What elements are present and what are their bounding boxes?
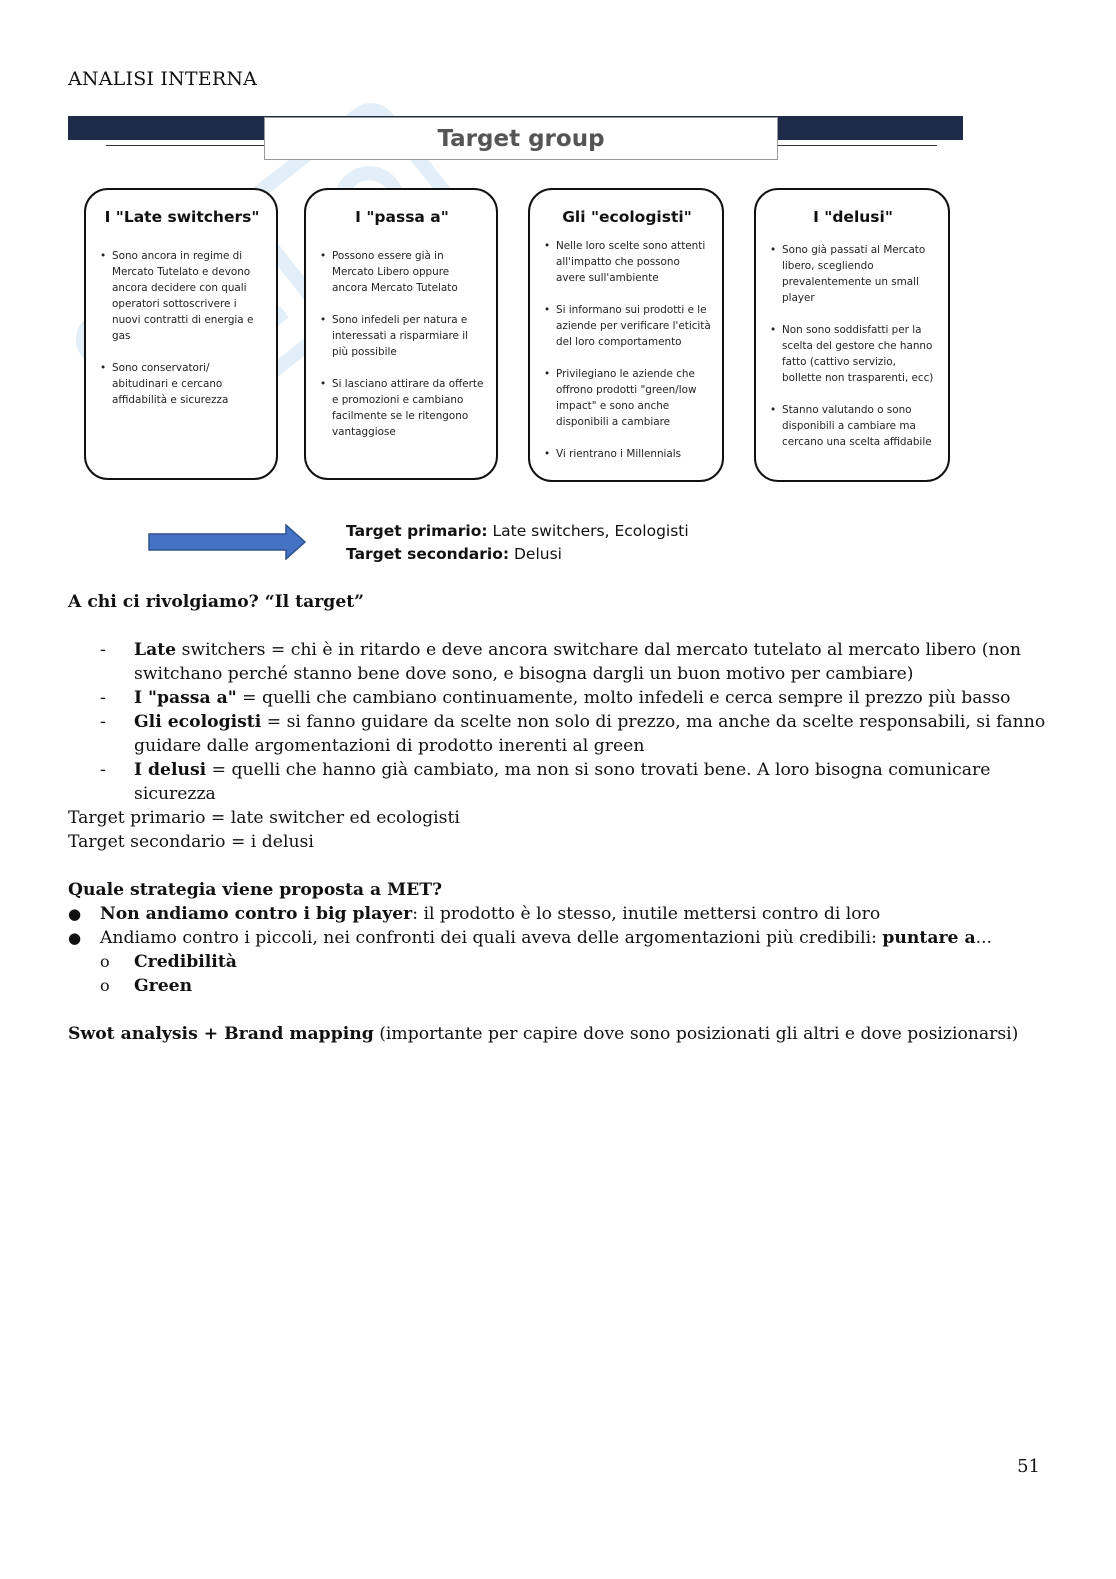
target-secondary-label: Target secondario: bbox=[346, 545, 510, 563]
list-item: - Gli ecologisti = si fanno guidare da scelte non solo di prezzo, ma anche da scelte responsabili, si fanno guidare dalle argomentazioni di prodotto inerenti al green bbox=[100, 712, 1046, 756]
card-bullet: • Sono ancora in regime di Mercato Tutelato e devono ancora decidere con quali operatori sottoscrivere i nuovi contratti di energia e gas bbox=[112, 248, 266, 344]
list-item: o Green bbox=[100, 976, 193, 996]
target-secondary-line: Target secondario = i delusi bbox=[68, 832, 314, 852]
target-secondary-value: Delusi bbox=[509, 545, 562, 563]
section-heading-target: A chi ci rivolgiamo? “Il target” bbox=[68, 592, 365, 612]
strategy-sub-list bbox=[68, 950, 1058, 998]
card-bullet: • Sono conservatori/ abitudinari e cercano affidabilità e sicurezza bbox=[112, 360, 266, 408]
list-item: - I "passa a" = quelli che cambiano continuamente, molto infedeli e cerca sempre il prezzo più basso bbox=[100, 688, 1011, 708]
card-late-switchers bbox=[84, 188, 278, 480]
card-bullet: • Nelle loro scelte sono attenti all'impatto che possono avere sull'ambiente bbox=[556, 238, 712, 286]
target-primary-value: Late switchers, Ecologisti bbox=[487, 522, 689, 540]
card-bullet: • Si informano sui prodotti e le aziende per verificare l'eticità del loro comportamento bbox=[556, 302, 712, 350]
card-title: I "delusi" bbox=[813, 208, 893, 226]
page-number: 51 bbox=[1017, 1456, 1040, 1477]
card-title: I "Late switchers" bbox=[104, 208, 260, 226]
target-primary-label: Target primario: bbox=[346, 522, 488, 540]
list-item: o Credibilità bbox=[100, 952, 237, 972]
card-bullet: • Sono infedeli per natura e interessati a risparmiare il più possibile bbox=[332, 312, 486, 360]
slide-title: Target group bbox=[264, 117, 778, 160]
card-bullet: • Privilegiano le aziende che offrono prodotti "green/low impact" e sono anche disponibili a cambiare bbox=[556, 366, 712, 430]
list-item: ● Andiamo contro i piccoli, nei confronti dei quali aveva delle argomentazioni più credibili: puntare a... bbox=[68, 928, 992, 948]
card-bullet: • Si lasciano attirare da offerte e promozioni e cambiano facilmente se le ritengono vantaggiose bbox=[332, 376, 486, 440]
target-primary-line: Target primario = late switcher ed ecologisti bbox=[68, 808, 460, 828]
target-list bbox=[68, 638, 1058, 806]
strategy-list bbox=[68, 902, 1058, 950]
card-bullet: • Non sono soddisfatti per la scelta del gestore che hanno fatto (cattivo servizio, bollette non trasparenti, ecc) bbox=[782, 322, 938, 386]
card-title: I "passa a" bbox=[355, 208, 449, 226]
right-arrow-icon bbox=[148, 524, 308, 560]
card-passa-a bbox=[304, 188, 498, 480]
document-body bbox=[68, 590, 1058, 1046]
card-bullet: • Stanno valutando o sono disponibili a cambiare ma cercano una scelta affidabile bbox=[782, 402, 938, 450]
card-title: Gli "ecologisti" bbox=[562, 208, 692, 226]
swot-line: Swot analysis + Brand mapping (importante per capire dove sono posizionati gli altri e dove posizionarsi) bbox=[68, 1024, 1019, 1044]
list-item: - I delusi = quelli che hanno già cambiato, ma non si sono trovati bene. A loro bisogna comunicare sicurezza bbox=[100, 760, 991, 804]
card-bullet: • Possono essere già in Mercato Libero oppure ancora Mercato Tutelato bbox=[332, 248, 486, 296]
page-header: ANALISI INTERNA bbox=[68, 68, 258, 90]
card-bullet: • Vi rientrano i Millennials bbox=[556, 446, 712, 462]
section-heading-strategy: Quale strategia viene proposta a MET? bbox=[68, 880, 443, 900]
slide-targets bbox=[346, 520, 689, 566]
list-item: ● Non andiamo contro i big player: il prodotto è lo stesso, inutile mettersi contro di loro bbox=[68, 904, 881, 924]
card-delusi bbox=[754, 188, 950, 482]
card-bullet: • Sono già passati al Mercato libero, scegliendo prevalentemente un small player bbox=[782, 242, 938, 306]
card-ecologisti bbox=[528, 188, 724, 482]
list-item: - Late switchers = chi è in ritardo e deve ancora switchare dal mercato tutelato al mercato libero (non switchano perché stanno bene dove sono, e bisogna dargli un buon motivo per cambiare) bbox=[100, 640, 1021, 684]
